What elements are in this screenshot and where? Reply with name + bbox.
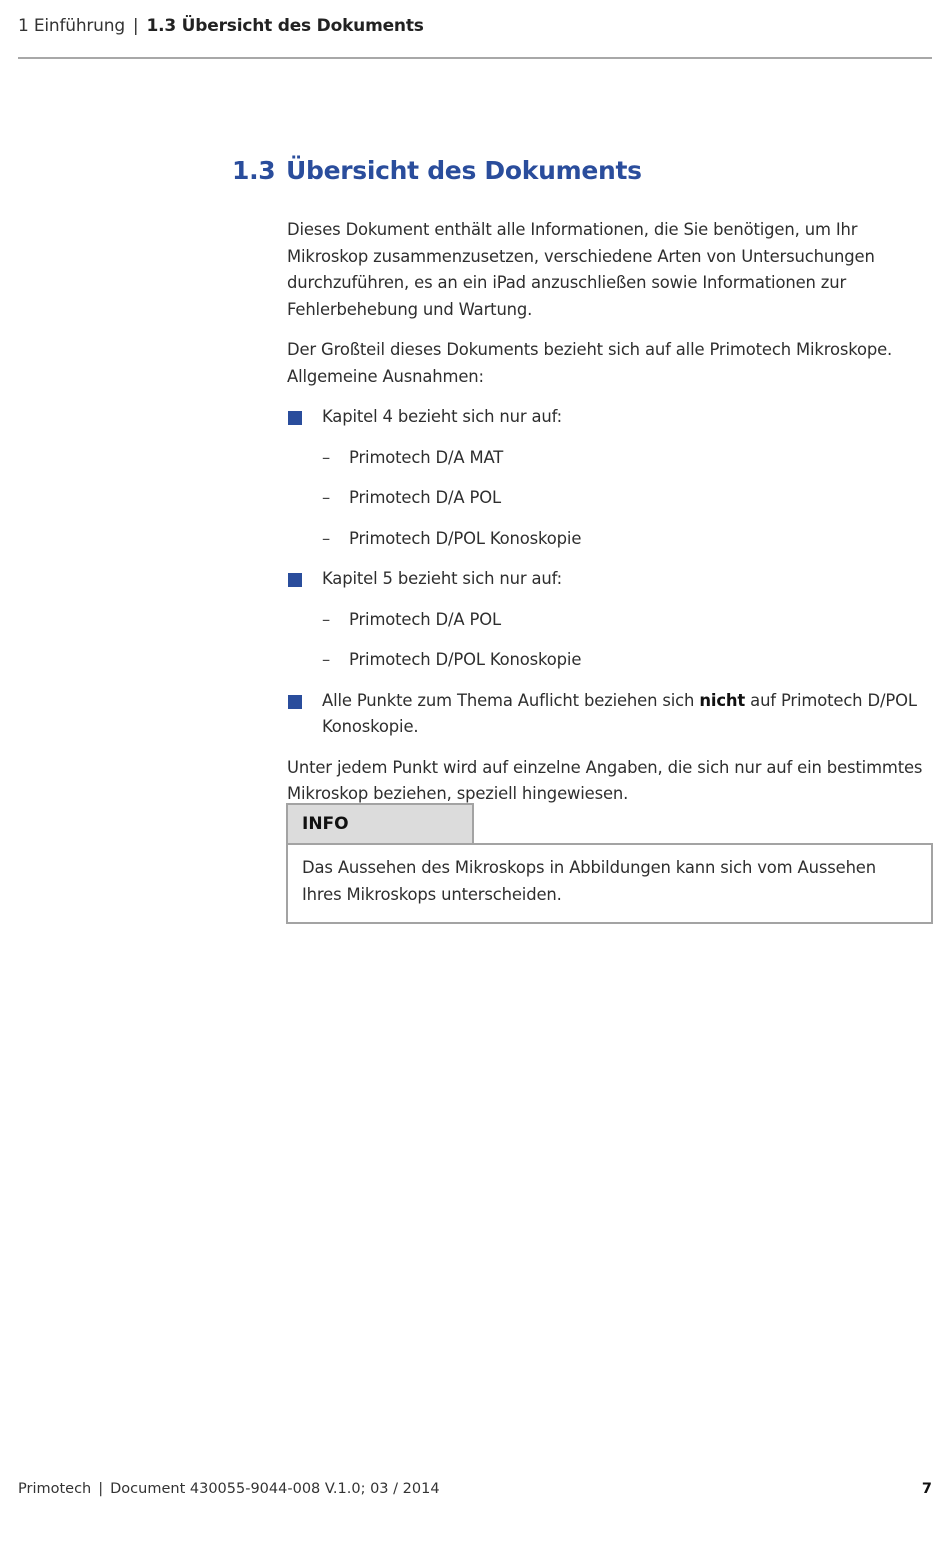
section-body [287,217,932,822]
sublist-item [322,445,932,472]
sublist-text: Primotech D/POL Konoskopie [349,650,582,669]
bullet-square-icon [288,411,302,425]
footer-document-id: Document 430055-9044-008 V.1.0; 03 / 2014 [110,1481,440,1497]
sublist [322,607,932,674]
sublist-item [322,607,932,634]
sublist-item [322,485,932,512]
scope-line-2: Allgemeine Ausnahmen: [287,366,484,386]
sublist-text: Primotech D/A POL [349,609,501,629]
closing-paragraph: Unter jedem Punkt wird auf einzelne Angaben, die sich nur auf ein bestimmtes Mikroskop beziehen, speziell hingewiesen. [287,757,923,803]
page-number: 7 [921,1481,932,1497]
bullet-text-end: auf Primotech D/POL Konoskopie. [322,690,917,736]
list-item [287,688,932,741]
info-label: INFO [286,803,474,843]
section-title: Übersicht des Dokuments [286,156,642,185]
running-header [18,16,932,36]
dash-icon: – [322,650,331,669]
sublist-item [322,647,932,674]
running-footer [18,1481,932,1497]
list-item [287,566,932,674]
dash-icon: – [322,528,331,548]
bullet-square-icon [288,695,302,709]
exceptions-list [287,404,932,741]
sublist-item [322,526,932,553]
header-divider [18,57,932,59]
footer-separator: | [98,1481,104,1497]
list-item [287,404,932,552]
dash-icon: – [322,609,331,629]
dash-icon: – [322,488,331,507]
dash-icon: – [322,447,331,467]
bullet-square-icon [288,573,302,587]
footer-brand: Primotech [18,1481,92,1497]
bullet-text: Kapitel 4 bezieht sich nur auf: [322,407,563,426]
sublist-text: Primotech D/A POL [349,488,501,507]
sublist-text: Primotech D/A MAT [349,447,504,467]
header-separator: | [132,16,139,36]
intro-paragraph: Dieses Dokument enthält alle Informationen, die Sie benötigen, um Ihr Mikroskop zusammenzusetzen, verschiedene Arten von Untersuchungen durchzuführen, es an ein iPad anzuschließen sowie Informationen zur Fehlerbehebung und Wartung. [287,220,875,319]
bullet-text-start: Alle Punkte zum Thema Auflicht beziehen sich [322,690,700,710]
section-heading [232,156,642,185]
info-box [286,803,933,924]
header-chapter: 1 Einführung [18,16,125,36]
bullet-text: Kapitel 5 bezieht sich nur auf: [322,569,563,588]
sublist-text: Primotech D/POL Konoskopie [349,528,582,548]
scope-line-1: Der Großteil dieses Dokuments bezieht sich auf alle Primotech Mikroskope. [287,340,893,359]
header-current-section: 1.3 Übersicht des Dokuments [146,16,424,36]
section-number: 1.3 [232,156,276,185]
info-text: Das Aussehen des Mikroskops in Abbildungen kann sich vom Aussehen Ihres Mikroskops unterscheiden. [286,843,933,924]
bullet-text-emphasis: nicht [699,690,746,710]
scope-paragraph [287,337,932,390]
sublist [322,445,932,553]
